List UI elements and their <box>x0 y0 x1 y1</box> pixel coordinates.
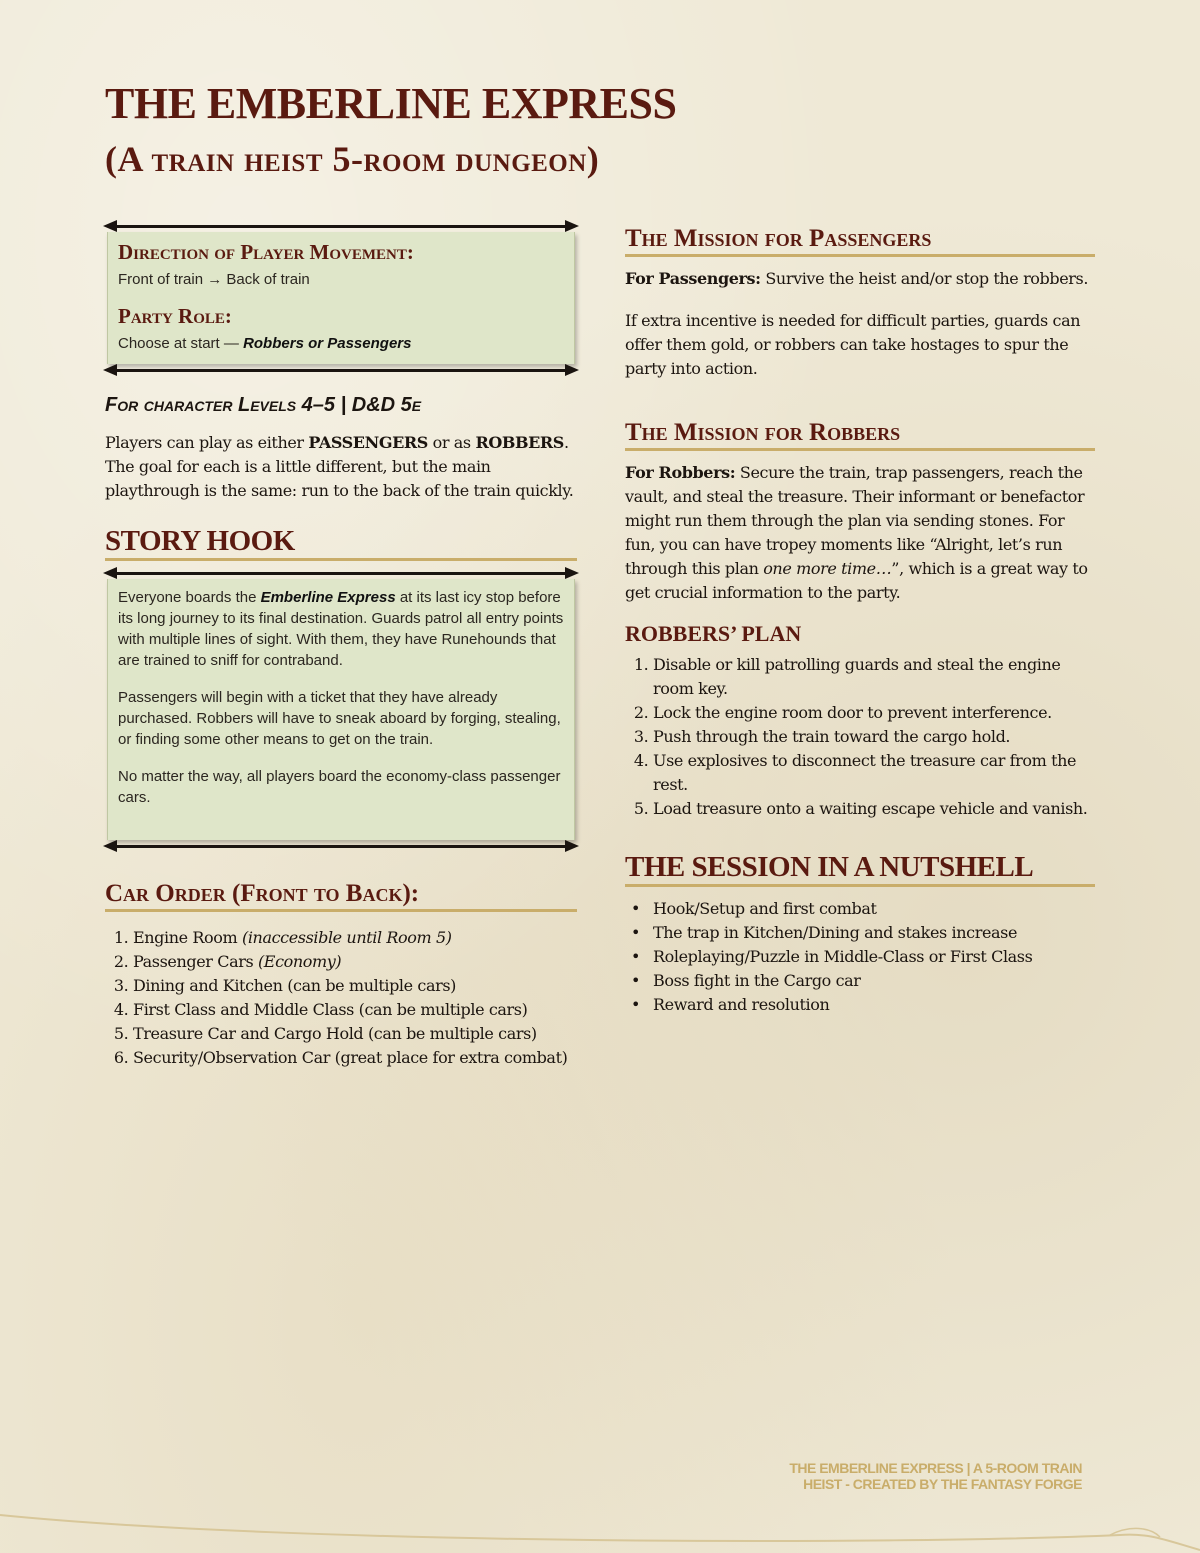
car-order-item <box>133 1046 577 1070</box>
mission-robbers-text <box>625 461 1095 605</box>
passengers-label: For Passengers: <box>625 269 761 288</box>
right-column <box>625 225 1095 1017</box>
left-column <box>105 220 577 1070</box>
nutshell-item: • Boss fight in the Cargo car <box>653 969 1095 993</box>
page-footer: THE EMBERLINE EXPRESS | A 5-ROOM TRAIN HEIST - CREATED BY THE FANTASY FORGE <box>789 1460 1082 1492</box>
page-title: THE EMBERLINE EXPRESS <box>105 79 677 128</box>
character-levels: For character Levels 4–5 | D&D 5e <box>105 394 422 416</box>
role-heading: Party Role: <box>118 304 232 328</box>
nutshell-heading: THE SESSION IN A NUTSHELL <box>625 851 1095 887</box>
plan-step: 1. Disable or kill patrolling guards and steal the engine room key. <box>653 653 1095 701</box>
mission-robbers-heading: The Mission for Robbers <box>625 419 1095 451</box>
note-top-bar <box>103 567 579 579</box>
mission-passengers-text <box>625 267 1095 291</box>
direction-from: Front of train <box>118 271 204 288</box>
story-hook-paragraph-2: Passengers will begin with a ticket that they have already purchased. Robbers will have to sneak aboard by forging, stealing, or finding some other means to get on the train. <box>118 689 561 748</box>
car-order-item <box>133 1022 577 1046</box>
note-bottom-bar <box>103 840 579 852</box>
passengers-goal: Survive the heist and/or stop the robbers. <box>760 269 1089 288</box>
plan-step: 3. Push through the train toward the cargo hold. <box>653 725 1095 749</box>
role-text <box>118 333 564 354</box>
plan-step: 5. Load treasure onto a waiting escape vehicle and vanish. <box>653 797 1095 821</box>
note-top-bar <box>103 220 579 232</box>
role-prefix: Choose at start — <box>118 335 244 352</box>
robbers-label: For Robbers: <box>625 463 736 482</box>
robbers-text-emph: one more time… <box>763 559 892 578</box>
plan-step: 4. Use explosives to disconnect the treasure car from the rest. <box>653 749 1095 797</box>
car-order-item <box>133 998 577 1022</box>
hook-text-a: Everyone boards the <box>118 589 261 606</box>
movement-note-box <box>107 232 575 364</box>
hook-text-c: at its last icy stop before its long journey to its final destination. Guards patrol all entry points with multiple lines of sight. With them, they have Runehounds that are trained to sniff for contraband. <box>118 589 564 669</box>
plan-step: 2. Lock the engine room door to prevent interference. <box>653 701 1095 725</box>
robbers-plan-heading: ROBBERS’ PLAN <box>625 621 802 646</box>
nutshell-item: • Roleplaying/Puzzle in Middle-Class or First Class <box>653 945 1095 969</box>
mission-passengers-incentive: If extra incentive is needed for difficult parties, guards can offer them gold, or robbers can take hostages to spur the party into action. <box>625 311 1081 378</box>
robbers-plan-list <box>625 653 1095 821</box>
robbers-text-a: Secure the train, trap passengers, reach the vault, and steal the treasure. Their informant or benefactor might run them through the plan via sending stones. For fun, you can have tropey moments like “Alright, let’s run through this plan <box>625 463 1085 578</box>
car-order-heading: Car Order (Front to Back): <box>105 880 577 912</box>
story-hook-heading: STORY HOOK <box>105 525 577 561</box>
car-note: (Economy) <box>257 952 342 971</box>
intro-robbers: ROBBERS <box>475 433 564 452</box>
arrow-right-icon: → <box>207 271 223 288</box>
footer-ornament <box>0 1505 1200 1553</box>
car-name: Dining and Kitchen (can be multiple cars) <box>133 976 456 995</box>
intro-passengers: PASSENGERS <box>308 433 428 452</box>
story-hook-note-box <box>107 579 575 840</box>
direction-heading: Direction of Player Movement: <box>118 240 414 264</box>
nutshell-item: • Hook/Setup and first combat <box>653 897 1095 921</box>
car-name: Passenger Cars <box>133 952 258 971</box>
page-subtitle: (A train heist 5-room dungeon) <box>105 139 600 179</box>
car-name: Treasure Car and Cargo Hold (can be multiple cars) <box>133 1024 537 1043</box>
car-order-list <box>105 926 577 1070</box>
note-bottom-bar <box>103 364 579 376</box>
nutshell-item: • The trap in Kitchen/Dining and stakes increase <box>653 921 1095 945</box>
robbers-text-b: ”, which is a great way to get crucial information to the party. <box>625 559 1088 602</box>
role-options: Robbers or Passengers <box>243 335 412 352</box>
direction-to: Back of train <box>226 271 310 288</box>
car-name: First Class and Middle Class (can be multiple cars) <box>133 1000 528 1019</box>
intro-paragraph <box>105 431 577 503</box>
intro-text-1: Players can play as either <box>105 433 309 452</box>
direction-text <box>118 269 564 290</box>
intro-text-3: . The goal for each is a little different, but the main playthrough is the same: run to the back of the train quickly. <box>105 433 574 500</box>
story-hook-paragraph-1 <box>118 587 564 671</box>
story-hook-paragraph-3: No matter the way, all players board the economy-class passenger cars. <box>118 768 561 806</box>
car-order-item <box>133 926 577 950</box>
car-name: Engine Room <box>133 928 242 947</box>
car-note: (inaccessible until Room 5) <box>241 928 452 947</box>
hook-train-name: Emberline Express <box>260 589 396 606</box>
mission-passengers-heading: The Mission for Passengers <box>625 225 1095 257</box>
intro-text-2: or as <box>427 433 476 452</box>
car-name: Security/Observation Car (great place for extra combat) <box>133 1048 568 1067</box>
nutshell-list <box>625 897 1095 1017</box>
car-order-item <box>133 950 577 974</box>
car-order-item <box>133 974 577 998</box>
nutshell-item: • Reward and resolution <box>653 993 1095 1017</box>
